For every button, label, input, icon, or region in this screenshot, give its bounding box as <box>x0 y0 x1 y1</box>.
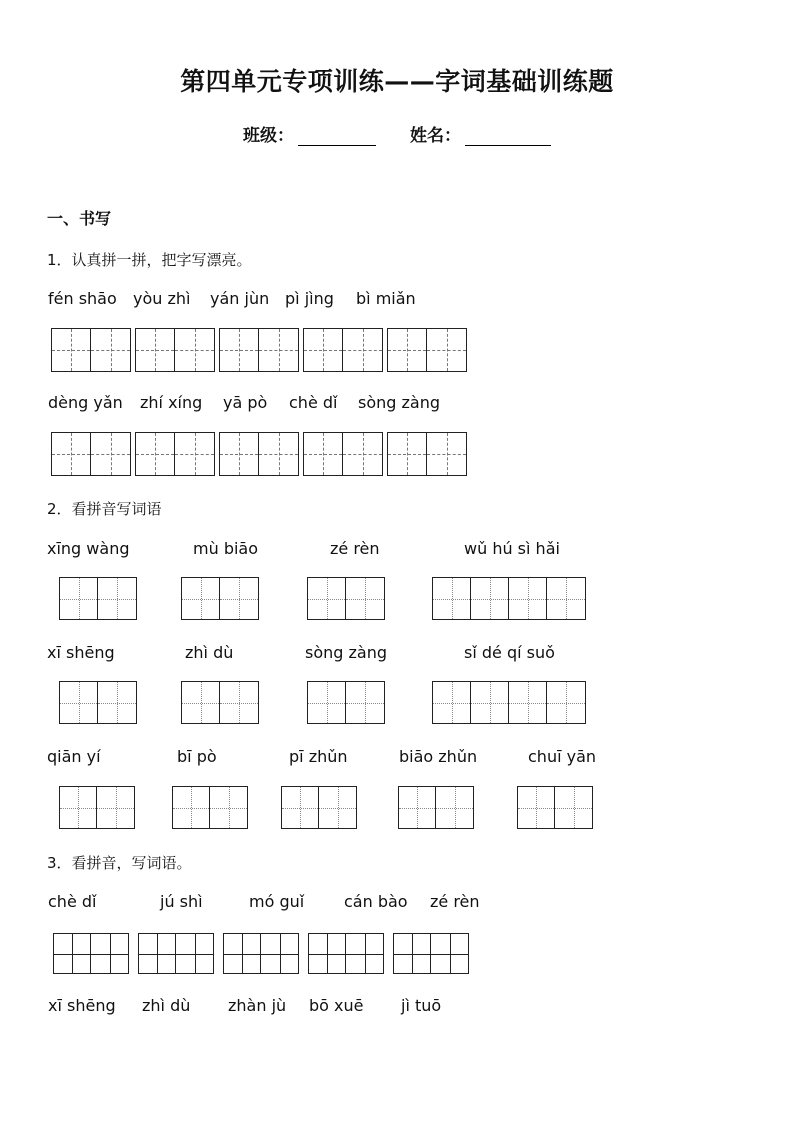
pinyin-label: zhì dù <box>185 643 234 662</box>
pinyin-label: chuī yān <box>528 747 597 766</box>
pinyin-label: dèng yǎn <box>48 393 123 412</box>
pinyin-label: fén shāo <box>48 289 117 308</box>
name-label: 姓名： <box>410 126 461 146</box>
pinyin-label: bī pò <box>177 747 217 766</box>
pinyin-label: pì jìng <box>285 289 334 308</box>
pinyin-label: mó guǐ <box>249 892 305 911</box>
page-title: 第四单元专项训练——字词基础训练题 <box>180 67 614 96</box>
pinyin-label: jì tuō <box>401 996 442 1015</box>
pinyin-label: sòng zàng <box>305 643 388 662</box>
writing-box-2char[interactable] <box>59 786 135 829</box>
writing-grid-row <box>51 432 467 476</box>
writing-grid-row <box>53 933 469 974</box>
pinyin-label: pī zhǔn <box>289 747 348 766</box>
writing-box-4char[interactable] <box>432 577 586 620</box>
writing-box[interactable] <box>135 432 215 476</box>
writing-box[interactable] <box>303 328 383 372</box>
pinyin-label: xī shēng <box>47 643 115 662</box>
class-blank[interactable] <box>298 125 376 146</box>
writing-box-2char[interactable] <box>517 786 593 829</box>
pinyin-label: sòng zàng <box>358 393 441 412</box>
writing-box[interactable] <box>219 328 299 372</box>
pinyin-label: biāo zhǔn <box>399 747 478 766</box>
pinyin-label: zhí xíng <box>140 393 203 412</box>
pinyin-label: bō xuē <box>309 996 364 1015</box>
writing-box[interactable] <box>135 328 215 372</box>
pinyin-label: zé rèn <box>430 892 480 911</box>
writing-box-2char[interactable] <box>181 577 259 620</box>
pinyin-label: bì miǎn <box>356 289 416 308</box>
writing-box[interactable] <box>219 432 299 476</box>
section-heading: 一、书写 <box>47 209 112 228</box>
writing-box-2char[interactable] <box>59 681 137 724</box>
pinyin-label: qiān yí <box>47 747 101 766</box>
class-field <box>243 121 376 146</box>
pinyin-label: yán jùn <box>210 289 270 308</box>
name-blank[interactable] <box>465 125 551 146</box>
writing-box-2char[interactable] <box>181 681 259 724</box>
writing-box[interactable] <box>387 328 467 372</box>
question-1-prompt: 1．认真拼一拼，把字写漂亮。 <box>47 251 252 269</box>
pinyin-label: chè dǐ <box>48 892 97 911</box>
pinyin-label: wǔ hú sì hǎi <box>464 539 560 558</box>
writing-box-2char[interactable] <box>307 681 385 724</box>
writing-box-2char[interactable] <box>307 577 385 620</box>
writing-box-2char[interactable] <box>172 786 248 829</box>
pinyin-label: zhàn jù <box>228 996 287 1015</box>
question-3-prompt: 3．看拼音，写词语。 <box>47 854 192 872</box>
pinyin-label: zhì dù <box>142 996 191 1015</box>
writing-box[interactable] <box>308 933 384 974</box>
name-field <box>410 121 551 146</box>
writing-box-2char[interactable] <box>59 577 137 620</box>
pinyin-label: jú shì <box>160 892 203 911</box>
writing-box[interactable] <box>51 432 131 476</box>
writing-box[interactable] <box>53 933 129 974</box>
writing-box[interactable] <box>223 933 299 974</box>
class-label: 班级： <box>243 126 294 146</box>
question-2-prompt: 2．看拼音写词语 <box>47 500 162 518</box>
writing-box[interactable] <box>387 432 467 476</box>
pinyin-label: yā pò <box>223 393 268 412</box>
writing-box-2char[interactable] <box>281 786 357 829</box>
writing-grid-row <box>51 328 467 372</box>
pinyin-label: xī shēng <box>48 996 116 1015</box>
pinyin-label: chè dǐ <box>289 393 338 412</box>
writing-box-4char[interactable] <box>432 681 586 724</box>
writing-box[interactable] <box>51 328 131 372</box>
pinyin-label: zé rèn <box>330 539 380 558</box>
pinyin-label: mù biāo <box>193 539 259 558</box>
pinyin-label: yòu zhì <box>133 289 191 308</box>
pinyin-label: sǐ dé qí suǒ <box>464 643 555 662</box>
writing-box[interactable] <box>138 933 214 974</box>
writing-box-2char[interactable] <box>398 786 474 829</box>
writing-box[interactable] <box>393 933 469 974</box>
pinyin-label: cán bào <box>344 892 408 911</box>
writing-box[interactable] <box>303 432 383 476</box>
pinyin-label: xīng wàng <box>47 539 130 558</box>
